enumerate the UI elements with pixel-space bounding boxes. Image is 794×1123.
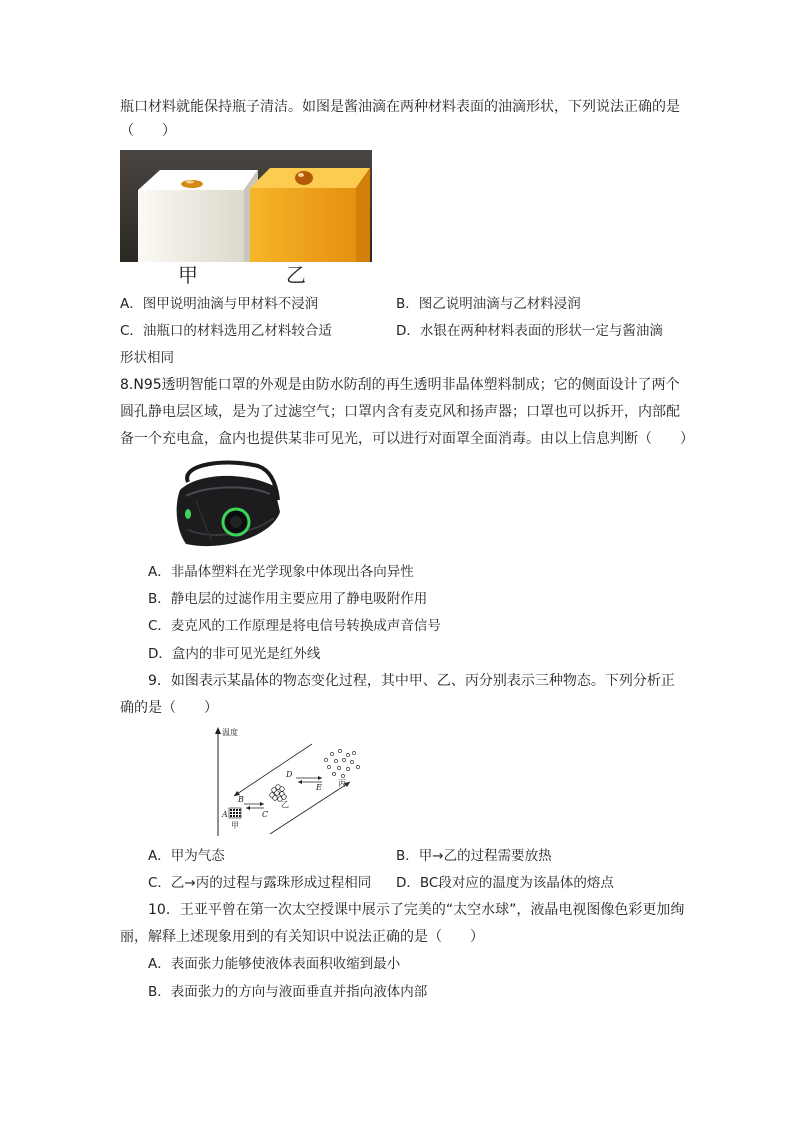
mask-side-light [185,509,191,519]
q8-option-b[interactable]: B．静电层的过滤作用主要应用了静电吸附作用 [148,591,428,607]
q7-option-d[interactable]: D．水银在两种材料表面的形状一定与酱油滴 [396,323,663,339]
point-label-c: C [262,810,269,819]
q7-option-d-continued: 形状相同 [120,350,174,366]
q9-stem-line2: 确的是（ ） [120,700,218,716]
q8-stem-line1: 8.N95透明智能口罩的外观是由防水防刮的再生透明非晶体塑料制成；它的侧面设计了两个 [120,377,680,393]
oil-drop-on-yi [295,171,313,185]
solid-state-jia [229,808,241,818]
q10-stem-line1: 10．王亚平曾在第一次太空授课中展示了完美的“太空水球”，液晶电视图像色彩更加绚 [148,902,685,918]
q10-option-b[interactable]: B．表面张力的方向与液面垂直并指向液体内部 [148,984,428,1000]
oil-drop-highlight [186,181,194,184]
state-label-yi: 乙 [281,800,289,809]
q8-option-d[interactable]: D．盒内的非可见光是红外线 [148,646,321,662]
state-label-jia: 甲 [231,821,239,830]
q7-photo-oil-drops [120,150,372,262]
axis-arrow-icon [215,727,221,734]
point-label-d: D [286,770,293,779]
q10-option-a[interactable]: A．表面张力能够使液体表面积收缩到最小 [148,956,401,972]
point-label-e: E [316,783,322,792]
q9-phase-change-diagram [212,724,372,838]
q9-option-d[interactable]: D．BC段对应的温度为该晶体的熔点 [396,875,614,891]
q8-stem-line3: 备一个充电盒，盒内也提供某非可见光，可以进行对面罩全面消毒。由以上信息判断（ ） [120,431,694,447]
liquid-state-yi [270,785,287,802]
q8-option-a[interactable]: A．非晶体塑料在光学现象中体现出各向异性 [148,564,414,580]
q7-stem-line1: 瓶口材料就能保持瓶子清洁。如图是酱油滴在两种材料表面的油滴形状，下列说法正确的是 [120,99,680,115]
point-label-b: B [238,795,244,804]
q7-option-c[interactable]: C．油瓶口的材料选用乙材料较合适 [120,323,332,339]
state-label-bing: 丙 [338,779,346,788]
q9-stem-line1: 9．如图表示某晶体的物态变化过程，其中甲、乙、丙分别表示三种物态。下列分析正 [148,673,675,689]
gas-state-bing [324,749,359,777]
q7-figure-label-yi: 乙 [286,263,306,287]
q9-option-c[interactable]: C．乙→丙的过程与露珠形成过程相同 [148,875,372,891]
axis-label-temperature: 温度 [222,728,238,737]
q8-stem-line2: 圆孔静电层区域，是为了过滤空气；口罩内含有麦克风和扬声器；口罩也可以拆开，内部配 [120,404,680,420]
q7-stem-line2: （ ） [120,123,176,139]
point-label-a: A [222,810,228,819]
q9-option-b[interactable]: B．甲→乙的过程需要放热 [396,848,552,864]
q10-stem-line2: 丽，解释上述现象用到的有关知识中说法正确的是（ ） [120,929,484,945]
q7-option-b[interactable]: B．图乙说明油滴与乙材料浸润 [396,296,581,312]
q7-option-a[interactable]: A．图甲说明油滴与甲材料不浸润 [120,296,319,312]
oil-drop-highlight [298,173,304,177]
q9-option-a[interactable]: A．甲为气态 [148,848,225,864]
q8-option-c[interactable]: C．麦克风的工作原理是将电信号转换成声音信号 [148,618,441,634]
q8-smart-mask-photo [166,460,284,554]
q7-figure-label-jia: 甲 [178,263,198,287]
